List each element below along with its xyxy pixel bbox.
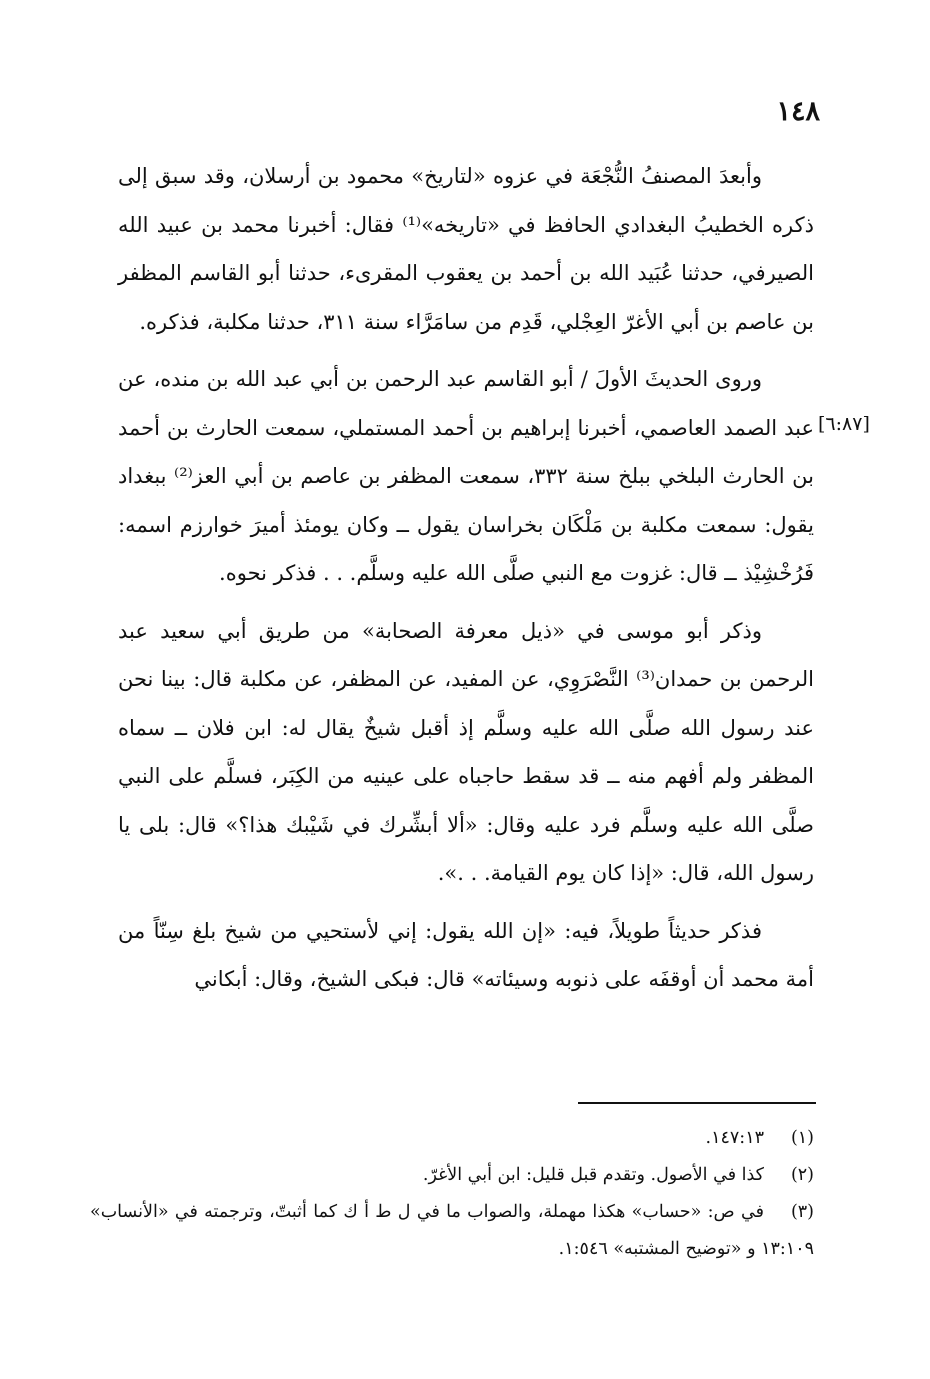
footnote [90, 1194, 814, 1268]
paragraph: وذكر أبو موسى في «ذيل معرفة الصحابة» من طريق أبي سعيد عبد الرحمن بن حمدان⁽³⁾ النَّصْرَوِي، عن المفيد، عن المظفر، عن مكلبة قال: بينا نحن عند رسول الله صلَّى الله عليه وسلَّم إذ أقبل شيخٌ يقال له: ابن فلان ــ سماه المظفر ولم أفهم منه ــ قد سقط حاجباه على عينيه من الكِبَر، فسلَّم على النبي صلَّى الله عليه وسلَّم فرد عليه وقال: «ألا أبشِّرك في شَيْبك هذا؟» قال: بلى يا رسول الله، قال: «إذا كان يوم القيامة. . .». [118, 618, 815, 885]
margin-reference: [٦:٨٧] [818, 413, 870, 435]
page-number: ١٤٨ [776, 96, 820, 127]
main-text [118, 152, 814, 1013]
footnote [90, 1157, 814, 1194]
footnotes [90, 1120, 814, 1268]
paragraph: وأبعدَ المصنفُ النُّجْعَة في عزوه «لتاريخ» محمود بن أرسلان، وقد سبق إلى ذكره الخطيبُ البغدادي الحافظ في «تاريخه»⁽¹⁾ فقال: أخبرنا محمد بن عبيد الله الصيرفي، حدثنا عُبَيد الله بن أحمد بن يعقوب المقرىء، حدثنا أبو القاسم المظفر بن عاصم بن أبي الأغرّ العِجْلي، قَدِم من سامَرَّاء سنة ٣١١، حدثنا مكلبة، فذكره. [118, 164, 814, 334]
footnote-text: ١٤٧:١٣. [705, 1128, 764, 1148]
footnote-divider [578, 1102, 816, 1104]
footnote-number: (١) [790, 1128, 814, 1148]
footnote-text: كذا في الأصول. وتقدم قبل قليل: ابن أبي الأغرّ. [422, 1165, 764, 1185]
paragraph: فذكر حديثاً طويلاً، فيه: «إن الله يقول: إني لأستحيي من شيخ بلغ سِنّاً من أمة محمد أن أوقفَه على ذنوبه وسيئاته» قال: فبكى الشيخ، وقال: أبكاني [118, 918, 814, 991]
footnote-number: (٣) [790, 1202, 814, 1222]
paragraph: وروى الحديثَ الأولَ / أبو القاسم عبد الرحمن بن أبي عبد الله بن منده، عن عبد الصمد العاصمي، أخبرنا إبراهيم بن أحمد المستملي، سمعت الحارث بن أحمد بن الحارث البلخي ببلخ سنة ٣٣٢، سمعت المظفر بن عاصم بن أبي العز⁽²⁾ ببغداد يقول: سمعت مكلبة بن مَلْكَان بخراسان يقول ــ وكان يومئذ أميرَ خوارزم اسمه: فَرُخْشِيْذ ــ قال: غزوت مع النبي صلَّى الله عليه وسلَّم. . . فذكر نحوه. [118, 367, 814, 585]
footnote-text: في ص: «حساب» هكذا مهملة، والصواب ما في ل ط أ ك كما أثبتّ، وترجمته في «الأنساب» ١٣:١٠٩ و «توضيح المشتبه» ١:٥٤٦. [90, 1202, 814, 1259]
footnote-number: (٢) [790, 1165, 814, 1185]
footnote [90, 1120, 814, 1157]
